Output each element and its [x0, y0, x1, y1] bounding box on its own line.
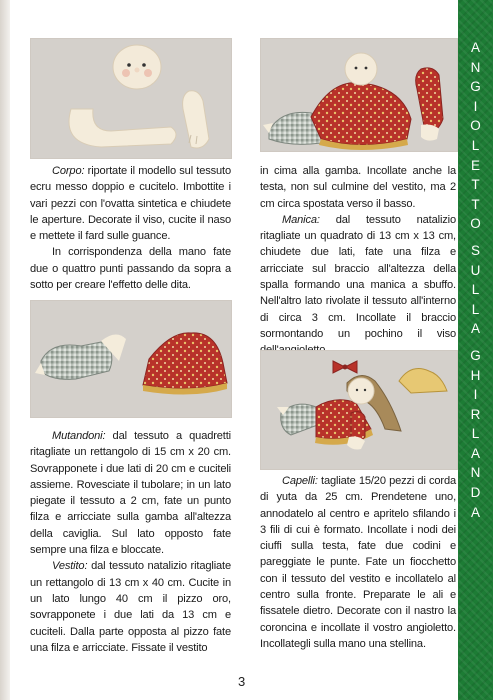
photo-body-pieces — [30, 38, 232, 159]
title-letter: A — [470, 40, 480, 55]
corpo-label: Corpo: — [52, 165, 85, 177]
manica-paragraph — [260, 212, 456, 359]
vestito-text: dal tessuto natalizio ritagliate un rettangolo di 13 cm x 40 cm. Cucite in un lato lungo 40 cm il pizzo oro, sovrapponete i due lati da 13 cm e cuciteli. Dalla parte opposta al pizzo fate una filza e arricciate. Fissate il vestito — [30, 560, 231, 654]
title-letter: A — [470, 504, 480, 520]
manica-text: dal tessuto natalizio ritagliate un quadrato di 13 cm x 13 cm, chiudete due lati, fate una filza e arricciate sul braccio all'altezza della spalla formando una manica a sbuffo. Nell'altro lato rivolate il tessuto all'interno di circa 3 cm. Incollate il braccio sormontando un pochino il viso — [260, 213, 456, 340]
title-letter: O — [470, 118, 481, 134]
title-letter: S — [470, 242, 480, 258]
title-letter: I — [473, 387, 478, 403]
title-letter: L — [471, 137, 480, 153]
title-letter: G — [470, 79, 481, 95]
corpo-section — [30, 163, 231, 293]
title-letter: L — [471, 301, 480, 317]
title-letter: I — [473, 98, 478, 114]
manica-label: Manica: — [282, 213, 320, 226]
mutandoni-vestito-section — [30, 428, 231, 656]
page-number: 3 — [238, 674, 246, 689]
title-letter: R — [470, 406, 481, 422]
title-letter: T — [471, 177, 480, 193]
title-letter: H — [470, 367, 481, 383]
title-sidebar — [458, 0, 493, 700]
title-letter: G — [470, 347, 481, 363]
dressed-body-illustration — [261, 39, 457, 151]
title-letter: A — [470, 321, 480, 337]
capelli-label: Capelli: — [282, 475, 318, 487]
capelli-text: tagliate 15/20 pezzi di corda di yuta da 25 cm. Prendetene uno, annodatelo al centro e apritelo sfilando i 3 fili di cui è formato. Incollate i nodi dei ciuffi sulla testa, fate due codini e pareggiate le punte. Fate un fiocchetto con il tessuto del vestito e incollatelo al centro sulla fronte. Preparate le ali e fissatele dietro. Decorate con il nastro la coroncina e incollate il vostro angioletto. Incollategli sulla mano una stellina. — [260, 475, 456, 650]
corpo-text-2: In corrispondenza della mano fate due o quattro punti passando da sopra a sotto per creare l'effetto delle dita. — [30, 246, 231, 292]
title-letter: U — [470, 262, 481, 278]
title-letter: L — [471, 282, 480, 298]
title-letter: O — [470, 216, 481, 232]
finished-angel-illustration — [261, 351, 457, 469]
photo-finished-angel — [260, 350, 458, 470]
pants-skirt-illustration — [31, 301, 231, 417]
sidebar-vertical-title — [458, 38, 493, 522]
vestito-paragraph — [30, 558, 231, 656]
title-letter: N — [470, 465, 481, 481]
body-pieces-illustration — [31, 39, 231, 158]
mutandoni-paragraph — [30, 428, 231, 558]
vestito-label: Vestito: — [52, 560, 88, 573]
title-letter: L — [471, 426, 480, 442]
mutandoni-label: Mutandoni: — [52, 430, 106, 442]
page-edge-shadow — [0, 0, 10, 700]
title-letter: E — [470, 157, 480, 173]
capelli-section — [260, 473, 456, 652]
photo-dressed-body — [260, 38, 458, 152]
vestito-continued-paragraph — [260, 163, 456, 212]
capelli-paragraph — [260, 473, 456, 652]
title-letter: A — [470, 445, 480, 461]
photo-pants-skirt — [30, 300, 232, 418]
corpo-paragraph-2 — [30, 244, 231, 293]
title-letter: T — [471, 196, 480, 212]
mutandoni-text: dal tessuto a quadretti ritagliate un rettangolo di 15 cm x 20 cm. Sovrapponete i due lati di 20 cm e cuciteli assieme. Rovesciate il tubolare; in un lato piegate il tessuto a 2 cm, fate un punto filza e arricciate sulla gamba all'altezza della caviglia. Sul lato opposto fate sempre una filza e bloccate. — [30, 430, 231, 557]
corpo-paragraph — [30, 163, 231, 244]
vestito-manica-section — [260, 163, 456, 359]
corpo-text: riportate il modello sul tessuto ecru messo doppio e cucitelo. Imbottite i vari pezzi con l'ovatta sintetica e chiudete le aperture. Decorate il viso, cucite il naso e mettete il fard sulle guance. — [30, 165, 231, 243]
title-letter: N — [470, 59, 481, 75]
title-letter: D — [470, 485, 481, 501]
vestito-continued-text: in cima alla gamba. Incollate anche la testa, non sul culmine del vestito, ma 2 cm circa spostata verso il basso. — [260, 165, 456, 210]
